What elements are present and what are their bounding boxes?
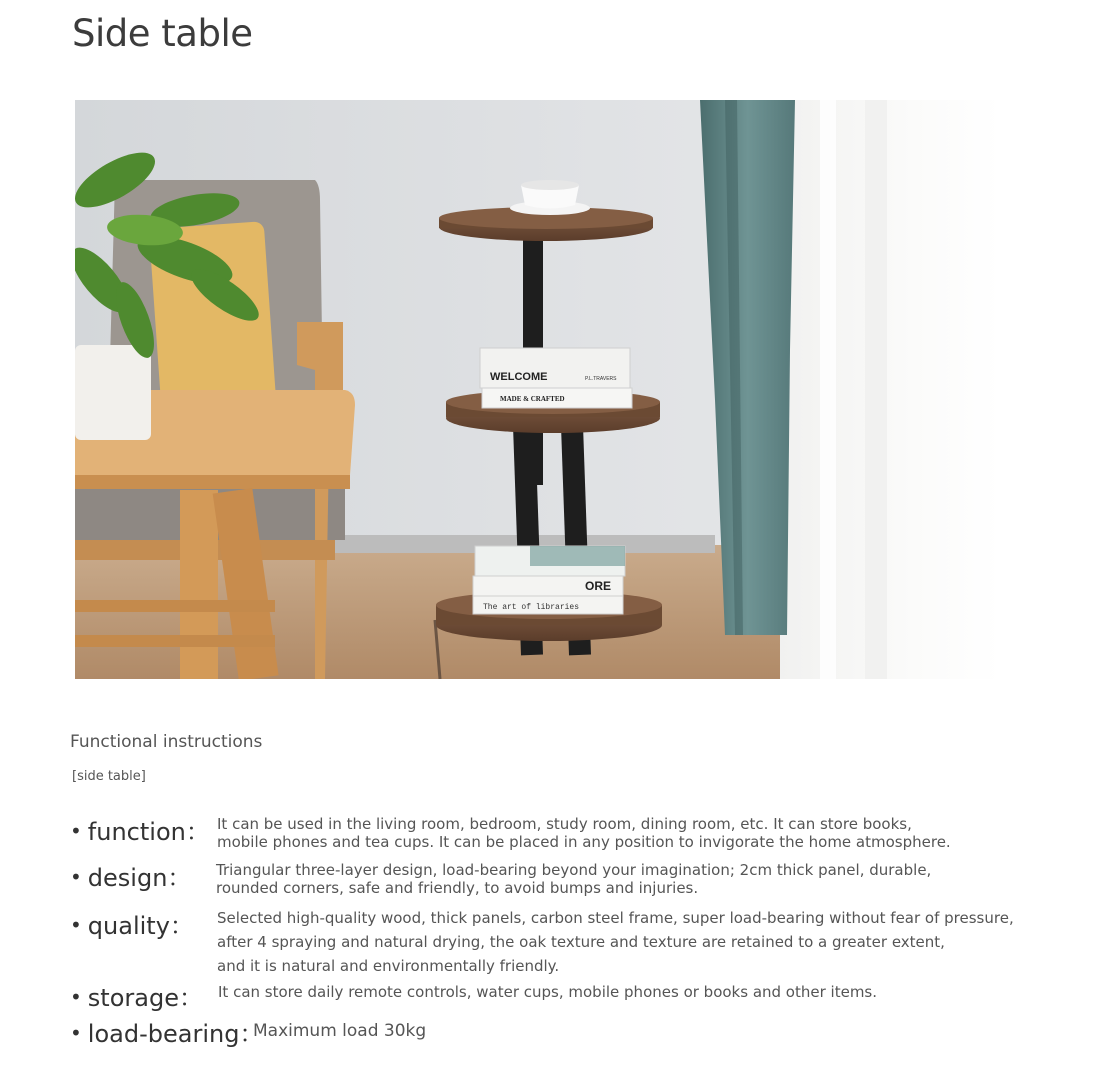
feature-description: It can store daily remote controls, water cups, mobile phones or books and other items.: [218, 983, 878, 1001]
feature-label: • design：: [70, 864, 192, 892]
book-title: WELCOME: [490, 371, 548, 383]
books-middle: [480, 348, 632, 408]
section-subtitle: [side table]: [72, 769, 146, 784]
book-author: P.L.TRAVERS: [585, 376, 617, 382]
book-title: The art of libraries: [483, 603, 580, 612]
plant-pot: [75, 345, 151, 440]
feature-description: It can be used in the living room, bedroom, study room, dining room, etc. It can store books, mobile phones and tea cups. It can be placed in any position to invigorate the home atmosphere.: [217, 815, 951, 851]
book-title: MADE & CRAFTED: [500, 395, 565, 403]
book-title: ORE: [585, 579, 612, 593]
books-bottom: [473, 546, 625, 614]
feature-label: • function：: [70, 818, 210, 846]
feature-label: • quality：: [70, 912, 194, 940]
section-title: Functional instructions: [70, 732, 263, 752]
page-title: Side table: [72, 12, 253, 55]
sheer-curtain: [780, 100, 1001, 679]
feature-description: Selected high-quality wood, thick panels, carbon steel frame, super load-bearing without fear of pressure, after 4 spraying and natural drying, the oak texture and texture are retained to a greater extent, and it is natural and environmentally friendly.: [217, 909, 1014, 975]
feature-label: • storage：: [70, 984, 203, 1012]
feature-label: • load-bearing：: [70, 1020, 264, 1048]
feature-description: Maximum load 30kg: [253, 1021, 427, 1041]
product-photo: [75, 100, 1001, 679]
feature-description: Triangular three-layer design, load-bearing beyond your imagination; 2cm thick panel, durable, rounded corners, safe and friendly, to avoid bumps and injuries.: [216, 861, 932, 897]
